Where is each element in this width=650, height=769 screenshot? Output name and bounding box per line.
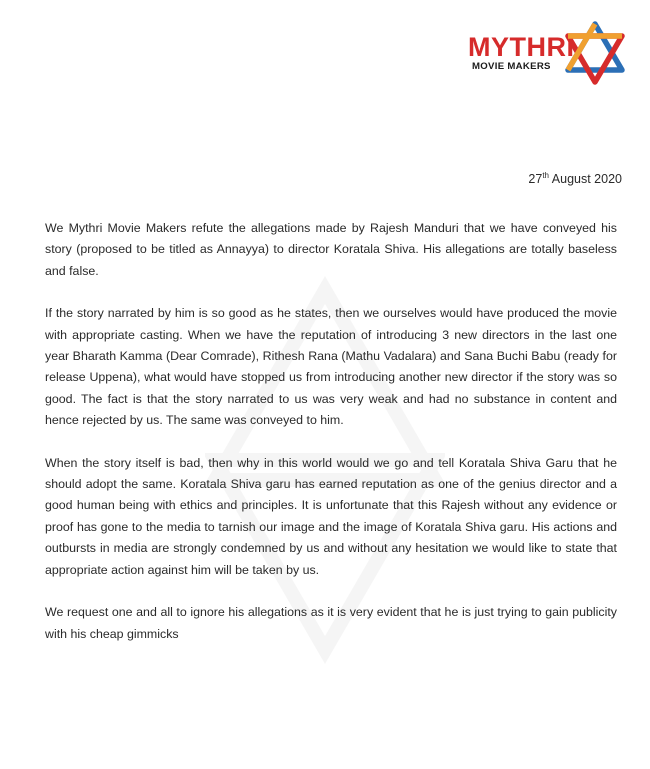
logo-subtitle-text: MOVIE MAKERS <box>472 61 551 72</box>
date-day: 27 <box>528 172 543 187</box>
paragraph: We Mythri Movie Makers refute the allegations made by Rajesh Manduri that we have conveyed his story (proposed to be titled as Annayya) to director Koratala Shiva. His allegations are totally baseless and false. <box>45 221 617 278</box>
paragraph: If the story narrated by him is so good as he states, then we ourselves would have produced the movie with appropriate casting. When we have the reputation of introducing 3 new directors in the last one year Bharath Kamma (Dear Comrade), Rithesh Rana (Mathu Vadalara) and Sana Buchi Babu (ready for release Uppena), what would have stopped us from introducing another new director if the story was so good. The fact is that the story narrated to us was very weak and had no substance in content and hence rejected by us. The same was conveyed to him. <box>45 306 617 428</box>
paragraph: When the story itself is bad, then why in this world would we go and tell Koratala Shiva Garu that he should adopt the same. Koratala Shiva garu has earned reputation as one of the genius director and a good human being with ethics and principles. It is unfortunate that this Rajesh without any evidence or proof has gone to the media to tarnish our image and the image of Koratala Shiva garu. His actions and outbursts in media are strongly condemned by us and without any hesitation we would like to state that appropriate action against him will be taken by us. <box>45 455 617 577</box>
logo-star-icon <box>562 20 628 86</box>
company-logo <box>466 20 636 84</box>
letter-date <box>528 171 622 186</box>
paragraph: We request one and all to ignore his allegations as it is very evident that he is just trying to gain publicity with his cheap gimmicks <box>45 605 617 641</box>
logo-brand-text: MYTHRI <box>468 32 575 62</box>
date-suffix: th <box>542 171 549 180</box>
letter-body <box>45 218 617 666</box>
date-month-year: August 2020 <box>551 172 622 187</box>
